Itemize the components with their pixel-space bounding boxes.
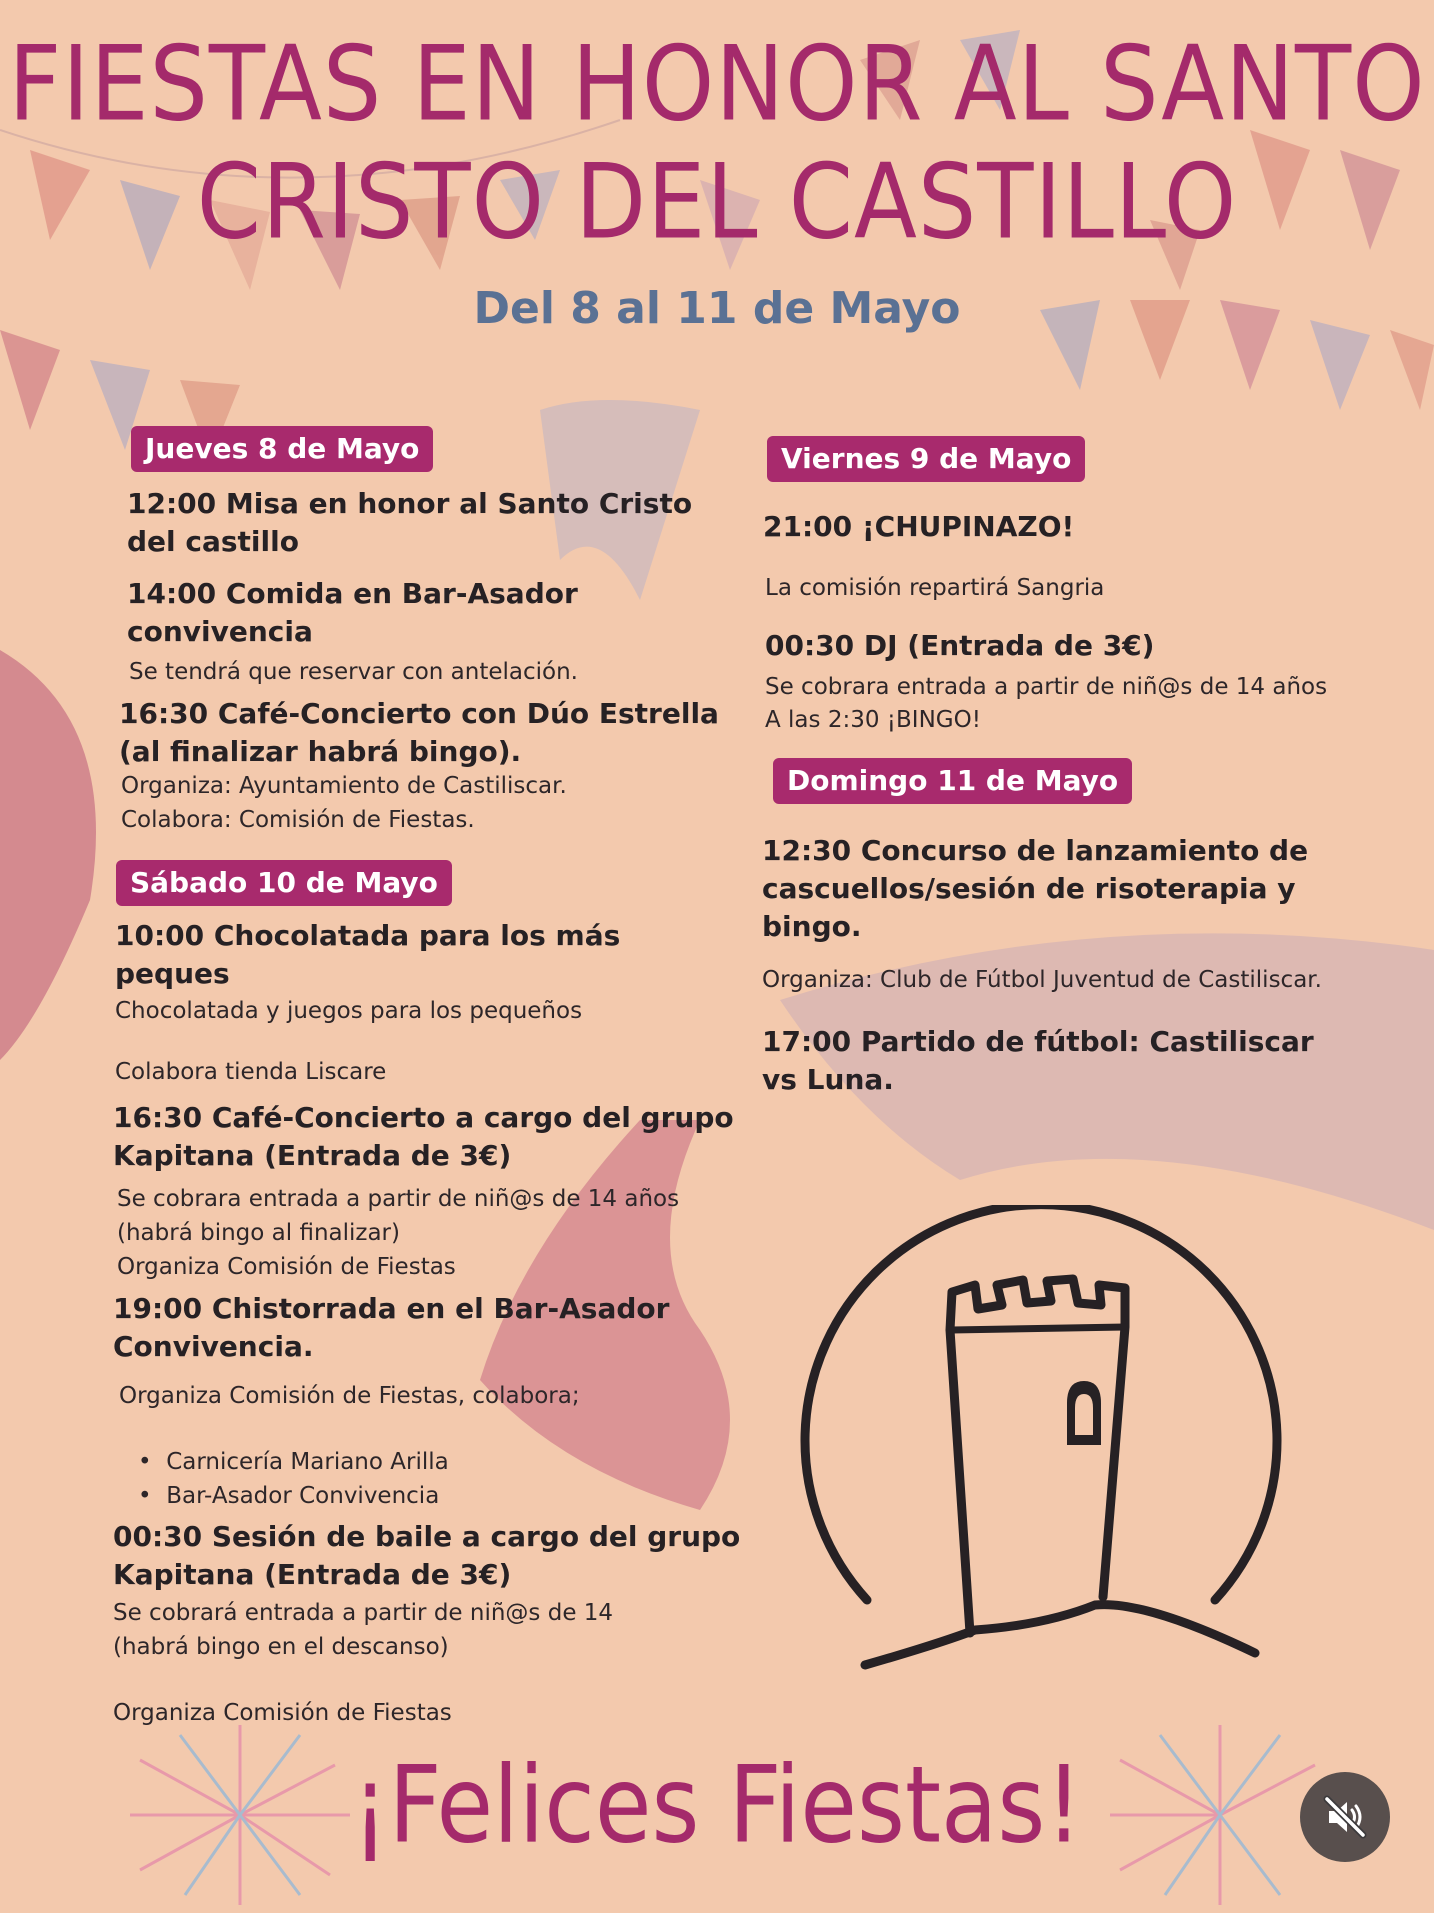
sabado-event2-line1: 16:30 Café-Concierto a cargo del grupo — [113, 1101, 734, 1134]
sabado-event4-note2: (habrá bingo en el descanso) — [113, 1634, 449, 1660]
jueves-event2-line2: convivencia — [127, 615, 313, 648]
jueves-event2-note: Se tendrá que reservar con antelación. — [129, 659, 578, 685]
sabado-event1-note2: Colabora tienda Liscare — [115, 1059, 387, 1085]
sabado-event4-line1: 00:30 Sesión de baile a cargo del grupo — [113, 1520, 741, 1553]
jueves-event3-line1: 16:30 Café-Concierto con Dúo Estrella — [119, 697, 719, 730]
sabado-event4-line2: Kapitana (Entrada de 3€) — [113, 1558, 512, 1591]
day-badge-domingo: Domingo 11 de Mayo — [773, 758, 1132, 804]
day-badge-jueves: Jueves 8 de Mayo — [131, 426, 433, 472]
jueves-event3-note2: Colabora: Comisión de Fiestas. — [121, 807, 475, 833]
sabado-bullet-1 — [138, 1446, 449, 1479]
day-badge-sabado: Sábado 10 de Mayo — [116, 860, 452, 906]
sabado-bullet-2 — [138, 1480, 439, 1513]
bullet-dot: • — [138, 1449, 167, 1475]
day-badge-viernes: Viernes 9 de Mayo — [767, 436, 1085, 482]
muted-speaker-icon — [1321, 1793, 1369, 1841]
sabado-event1-line2: peques — [115, 957, 230, 990]
domingo-event1-line1: 12:30 Concurso de lanzamiento de — [762, 834, 1309, 867]
viernes-event2-note2: A las 2:30 ¡BINGO! — [765, 707, 981, 733]
viernes-event1-note: La comisión repartirá Sangria — [765, 575, 1105, 601]
bullet-text: Carnicería Mariano Arilla — [166, 1449, 449, 1475]
castle-icon — [795, 1205, 1285, 1685]
felices-fiestas-heading: ¡Felices Fiestas! — [351, 1743, 1083, 1868]
date-range-subtitle: Del 8 al 11 de Mayo — [473, 283, 961, 334]
bullet-text: Bar-Asador Convivencia — [166, 1483, 440, 1509]
sabado-event3-line2: Convivencia. — [113, 1330, 314, 1363]
domingo-event1-line3: bingo. — [762, 910, 862, 943]
jueves-event1-line1: 12:00 Misa en honor al Santo Cristo — [127, 487, 693, 520]
sabado-event3-line1: 19:00 Chistorrada en el Bar-Asador — [113, 1292, 670, 1325]
sabado-event3-note: Organiza Comisión de Fiestas, colabora; — [119, 1383, 580, 1409]
sabado-event1-line1: 10:00 Chocolatada para los más — [115, 919, 621, 952]
sabado-event4-note3: Organiza Comisión de Fiestas — [113, 1700, 452, 1726]
sabado-event2-note1: Se cobrara entrada a partir de niñ@s de 14 años — [117, 1186, 680, 1212]
sabado-event4-note1: Se cobrará entrada a partir de niñ@s de 14 — [113, 1600, 614, 1626]
viernes-event1: 21:00 ¡CHUPINAZO! — [763, 510, 1075, 543]
sabado-event2-line2: Kapitana (Entrada de 3€) — [113, 1139, 512, 1172]
sabado-event2-note3: Organiza Comisión de Fiestas — [117, 1254, 456, 1280]
jueves-event3-line2: (al finalizar habrá bingo). — [119, 735, 522, 768]
viernes-event2-note1: Se cobrara entrada a partir de niñ@s de 14 años — [765, 674, 1328, 700]
domingo-event2-line1: 17:00 Partido de fútbol: Castiliscar — [762, 1025, 1314, 1058]
sabado-event1-note1: Chocolatada y juegos para los pequeños — [115, 998, 583, 1024]
jueves-event2-line1: 14:00 Comida en Bar-Asador — [127, 577, 578, 610]
bullet-dot: • — [138, 1483, 167, 1509]
page-title-line1: FIESTAS EN HONOR AL SANTO — [8, 24, 1426, 145]
viernes-event2: 00:30 DJ (Entrada de 3€) — [765, 629, 1155, 662]
domingo-event2-line2: vs Luna. — [762, 1063, 894, 1096]
sabado-event2-note2: (habrá bingo al finalizar) — [117, 1220, 400, 1246]
domingo-event1-line2: cascuellos/sesión de risoterapia y — [762, 872, 1296, 905]
jueves-event1-line2: del castillo — [127, 525, 299, 558]
page-title-line2: CRISTO DEL CASTILLO — [196, 142, 1238, 263]
jueves-event3-note1: Organiza: Ayuntamiento de Castiliscar. — [121, 773, 567, 799]
domingo-event1-note: Organiza: Club de Fútbol Juventud de Castiliscar. — [762, 967, 1322, 993]
mute-button[interactable] — [1300, 1772, 1390, 1862]
